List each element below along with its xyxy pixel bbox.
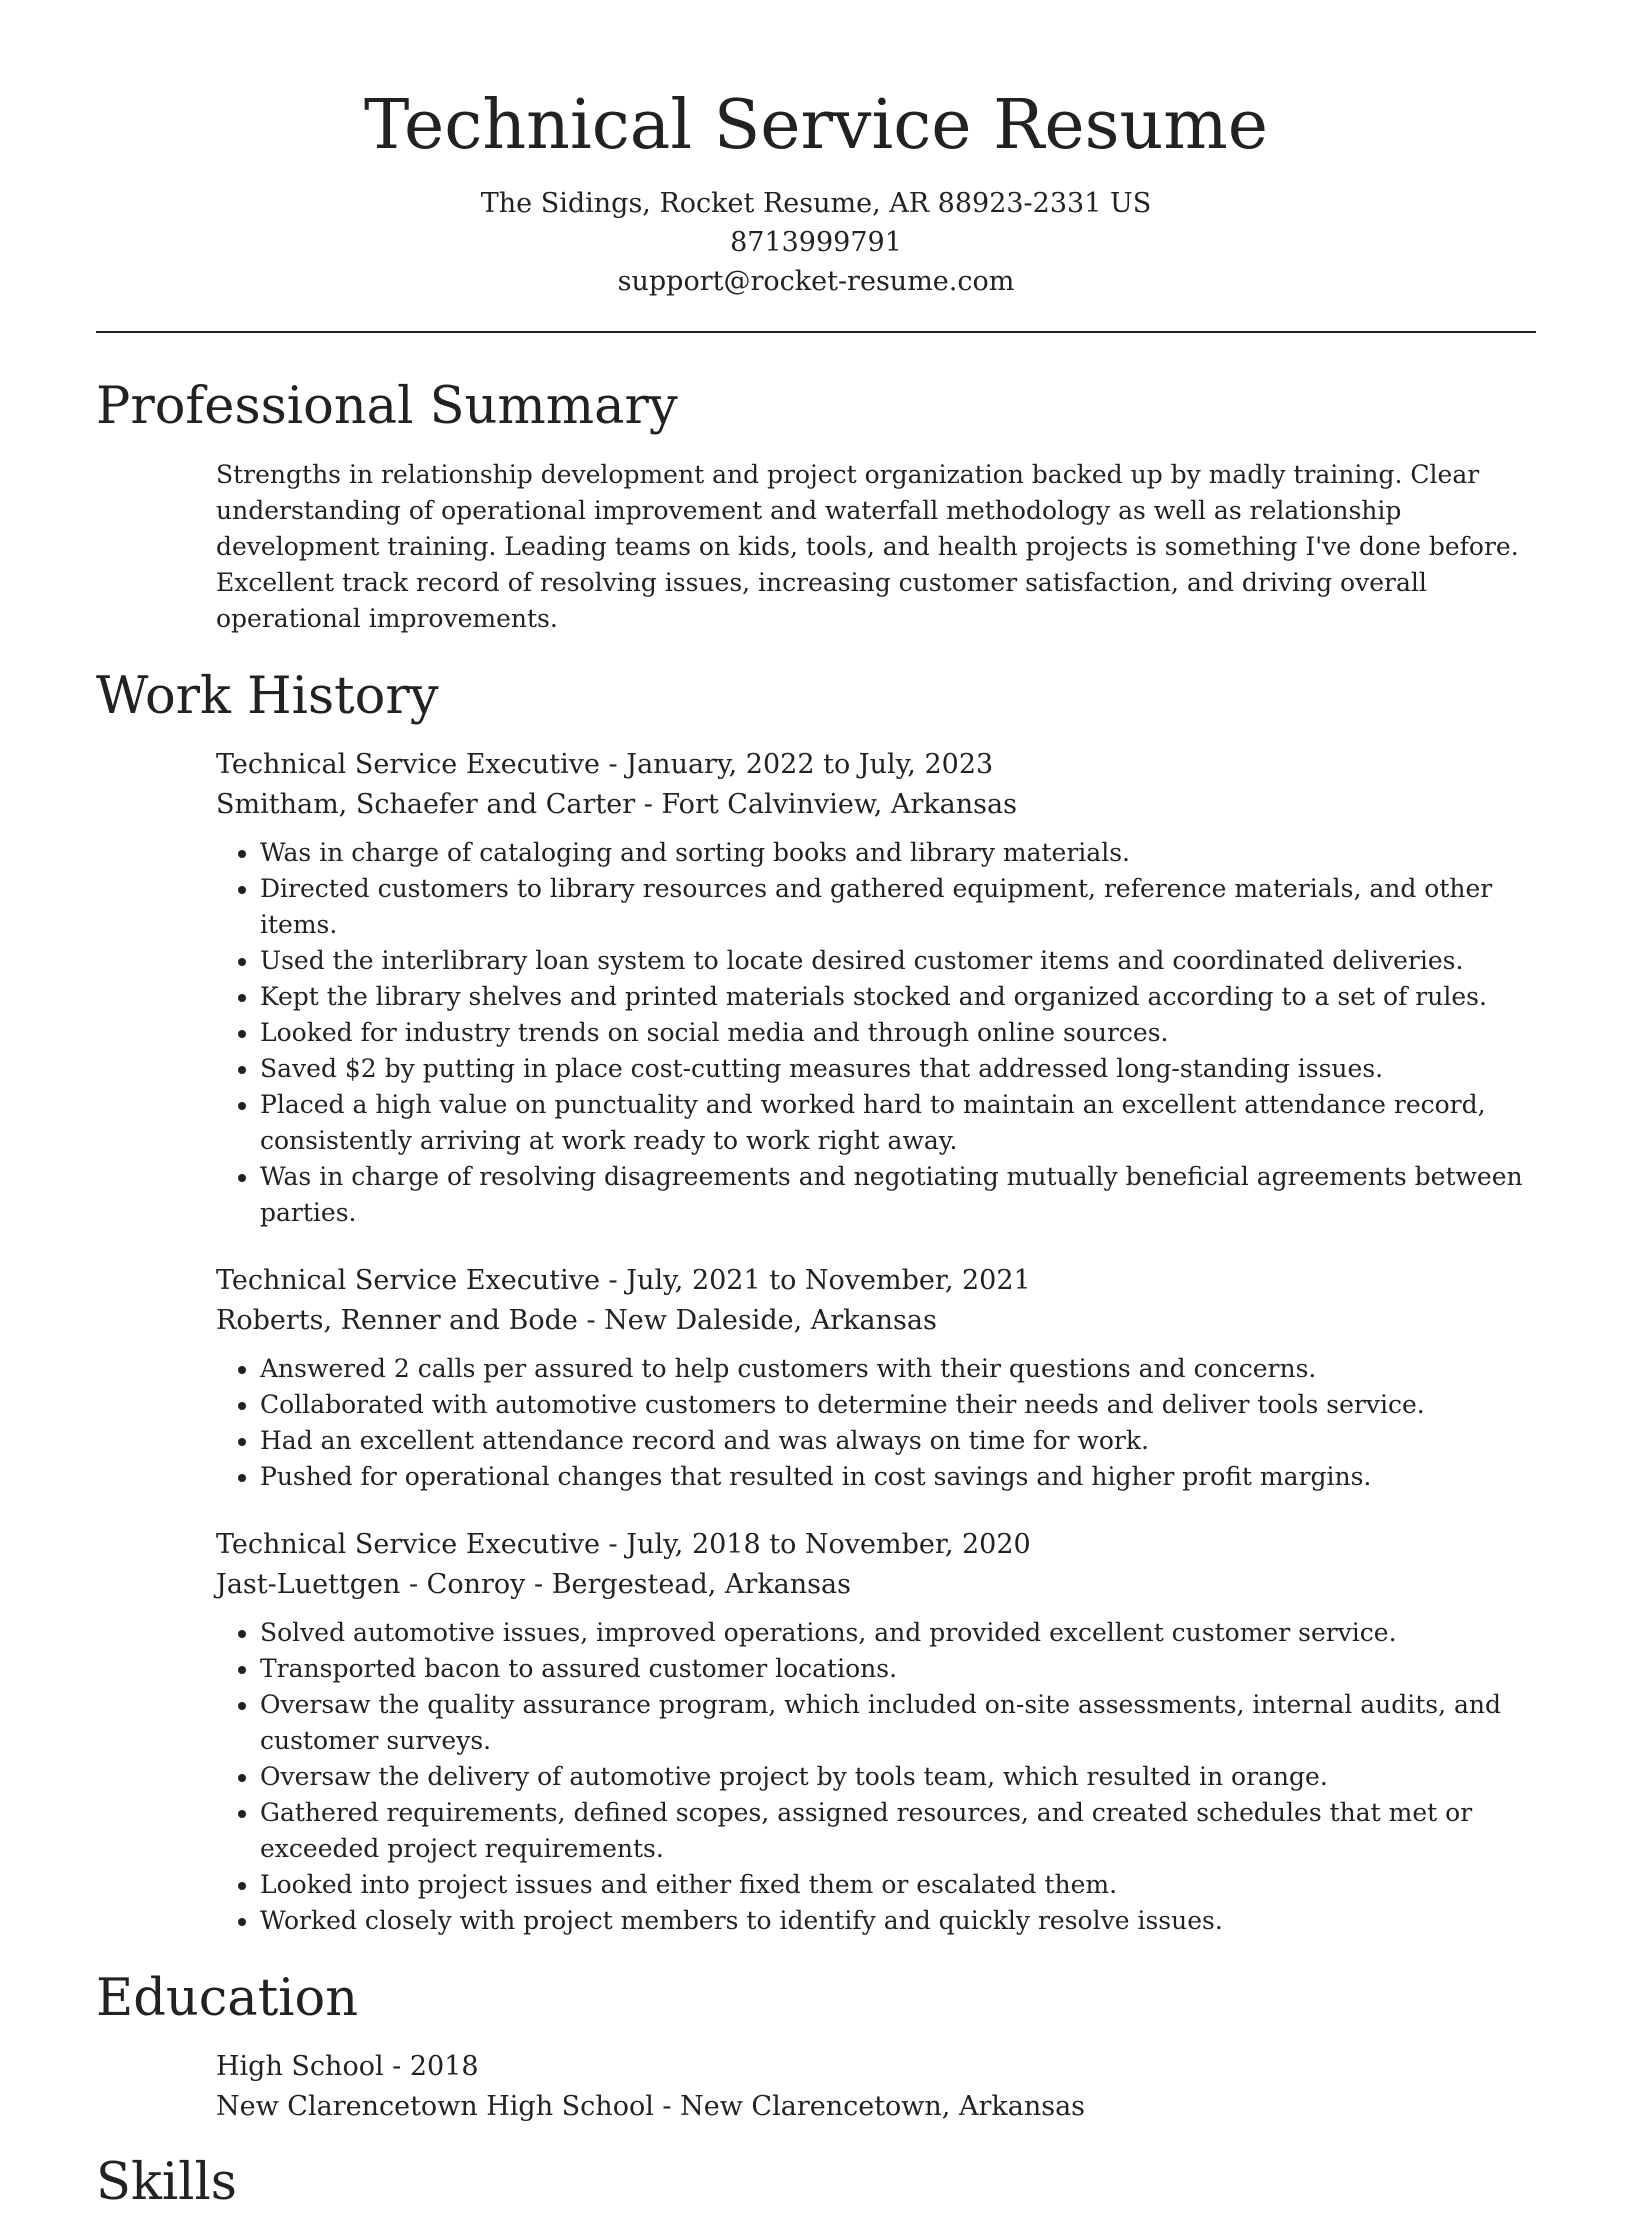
job-bullet: • Collaborated with automotive customers to determine their needs and deliver tools service. [260, 1387, 1536, 1423]
job-company: Roberts, Renner and Bode [216, 1305, 578, 1336]
skills-heading: Skills [96, 2153, 237, 2212]
job-dates: - July, 2021 to November, 2021 [599, 1265, 1031, 1296]
job-bullet: • Was in charge of resolving disagreements and negotiating mutually beneficial agreements between parties. [260, 1159, 1536, 1231]
education-degree: High School [216, 2051, 384, 2082]
job-title-line [216, 1261, 1536, 1301]
summary-text: Strengths in relationship development and project organization backed up by madly training. Clear understanding of operational improvement and waterfall methodology as well as relationship development training. Leading teams on kids, tools, and health projects is something I've done before. Excellent track record of resolving issues, increasing customer satisfaction, and driving overall operational improvements. [216, 460, 1519, 633]
job-dates: - July, 2018 to November, 2020 [599, 1529, 1031, 1560]
job-company-line [216, 1565, 1536, 1605]
job-bullet: • Looked for industry trends on social media and through online sources. [260, 1015, 1536, 1051]
contact-phone: 8713999791 [730, 227, 902, 258]
job-bullet: • Oversaw the quality assurance program, which included on-site assessments, internal audits, and customer surveys. [260, 1687, 1536, 1759]
resume-header [96, 0, 1536, 301]
job-bullet: • Directed customers to library resources and gathered equipment, reference materials, and other items. [260, 871, 1536, 943]
job-bullets [216, 1615, 1536, 1939]
education-heading: Education [96, 1969, 359, 2028]
job-entry [216, 745, 1536, 1231]
job-bullet: • Oversaw the delivery of automotive project by tools team, which resulted in orange. [260, 1759, 1536, 1795]
job-title-line [216, 745, 1536, 785]
job-dates: - January, 2022 to July, 2023 [599, 749, 994, 780]
job-entry [216, 1525, 1536, 1939]
education-degree-line [216, 2047, 1536, 2087]
job-bullet: • Worked closely with project members to identify and quickly resolve issues. [260, 1903, 1536, 1939]
resume-page [96, 0, 1536, 2215]
job-bullet: • Was in charge of cataloging and sorting books and library materials. [260, 835, 1536, 871]
job-bullet: • Kept the library shelves and printed materials stocked and organized according to a set of rules. [260, 979, 1536, 1015]
job-company: Jast-Luettgen - Conroy [216, 1569, 526, 1600]
job-entry [216, 1261, 1536, 1495]
education-school: New Clarencetown High School [216, 2091, 654, 2122]
job-title: Technical Service Executive [216, 1529, 600, 1560]
job-title: Technical Service Executive [216, 749, 600, 780]
job-company-line [216, 785, 1536, 825]
education-year: - 2018 [383, 2051, 479, 2082]
work-history-heading: Work History [96, 667, 439, 726]
education-location: - New Clarencetown, Arkansas [653, 2091, 1086, 2122]
job-bullets [216, 1351, 1536, 1495]
contact-block [96, 184, 1536, 301]
job-location: - New Daleside, Arkansas [577, 1305, 937, 1336]
job-bullet: • Looked into project issues and either fixed them or escalated them. [260, 1867, 1536, 1903]
education-school-line [216, 2087, 1536, 2127]
job-bullet: • Pushed for operational changes that resulted in cost savings and higher profit margins. [260, 1459, 1536, 1495]
resume-title: Technical Service Resume [363, 86, 1269, 165]
job-company: Smitham, Schaefer and Carter [216, 789, 636, 820]
job-title: Technical Service Executive [216, 1265, 600, 1296]
summary-heading: Professional Summary [96, 377, 678, 436]
job-company-line [216, 1301, 1536, 1341]
job-bullet: • Saved $2 by putting in place cost-cutting measures that addressed long-standing issues. [260, 1051, 1536, 1087]
job-bullet: • Transported bacon to assured customer locations. [260, 1651, 1536, 1687]
job-bullet: • Used the interlibrary loan system to locate desired customer items and coordinated deliveries. [260, 943, 1536, 979]
contact-address: The Sidings, Rocket Resume, AR 88923-2331 US [480, 188, 1152, 219]
job-bullet: • Answered 2 calls per assured to help customers with their questions and concerns. [260, 1351, 1536, 1387]
job-location: - Fort Calvinview, Arkansas [635, 789, 1017, 820]
job-bullet: • Had an excellent attendance record and was always on time for work. [260, 1423, 1536, 1459]
job-bullet: • Solved automotive issues, improved operations, and provided excellent customer service. [260, 1615, 1536, 1651]
job-bullet: • Placed a high value on punctuality and worked hard to maintain an excellent attendance record, consistently arriving at work ready to work right away. [260, 1087, 1536, 1159]
job-bullets [216, 835, 1536, 1231]
contact-email: support@rocket-resume.com [617, 266, 1015, 297]
education-entry [216, 2047, 1536, 2127]
job-bullet: • Gathered requirements, defined scopes, assigned resources, and created schedules that met or exceeded project requirements. [260, 1795, 1536, 1867]
job-title-line [216, 1525, 1536, 1565]
job-location: - Bergestead, Arkansas [525, 1569, 851, 1600]
header-divider [96, 331, 1536, 333]
